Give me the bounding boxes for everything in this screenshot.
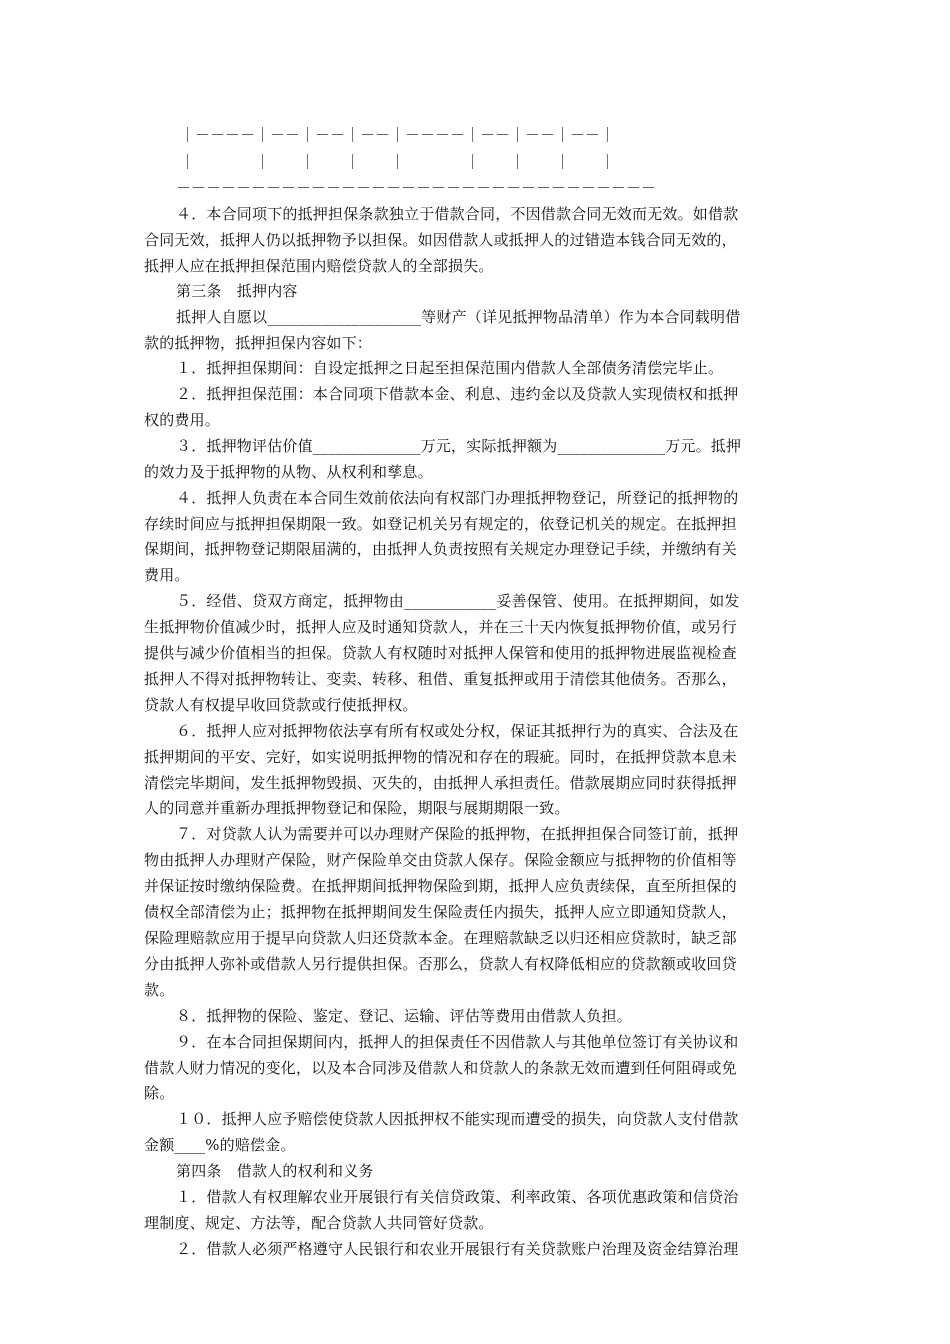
paragraph-line: 款的抵押物，抵押担保内容如下： [144,334,373,352]
clause-4-item-1: １．借款人有权理解农业开展银行有关信贷政策、利率政策、各项优惠政策和信贷治 [176,1188,739,1206]
clause-2-item-4: ４．本合同项下的抵押担保条款独立于借款合同，不因借款合同无效而无效。如借款 [176,205,739,223]
clause-3-item-8: ８．抵押物的保险、鉴定、登记、运输、评估等费用由借款人负担。 [176,1007,633,1025]
clause-3-item-4: ４．抵押人负责在本合同生效前依法向有权部门办理抵押物登记，所登记的抵押物的 [176,489,739,507]
clause-3-item-2: ２．抵押担保范围：本合同项下借款本金、利息、违约金以及贷款人实现债权和抵押 [176,385,739,403]
clause-3-item-7: ７．对贷款人认为需要并可以办理财产保险的抵押物，在抵押担保合同签订前，抵押 [176,825,739,843]
article-4-heading: 第四条 借款人的权利和义务 [176,1162,374,1180]
paragraph-line: 贷款人有权提早收回贷款或行使抵押权。 [144,696,418,714]
paragraph-line: 权的费用。 [144,411,221,429]
paragraph-line: 金额____%的赔偿金。 [144,1136,296,1154]
paragraph-line: 存续时间应与抵押担保期限一致。如登记机关另有规定的，依登记机关的规定。在抵押担 [144,515,737,533]
table-row-rule: ｜－－－－｜－－｜－－｜－－｜－－－－｜－－｜－－｜－－｜ [180,126,616,144]
table-row-blank: ｜ ｜ ｜ ｜ ｜ ｜ ｜ ｜ ｜ [180,153,616,171]
paragraph-line: 抵押人自愿以____________________等财产（详见抵押物品清单）作为本合同载明借 [176,308,741,326]
clause-3-item-1: １．抵押担保期间：自设定抵押之日起至担保范围内借款人全部债务清偿完毕止。 [176,359,724,377]
paragraph-line: 保期间，抵押物登记期限届满的，由抵押人负责按照有关规定办理登记手续，并缴纳有关 [144,540,737,558]
paragraph-line: 债权全部清偿为止；抵押物在抵押期间发生保险责任内损失，抵押人应立即通知贷款人， [144,903,737,921]
clause-4-item-2: ２．借款人必须严格遵守人民银行和农业开展银行有关贷款账户治理及资金结算治理 [176,1240,739,1258]
paragraph-line: 清偿完毕期间，发生抵押物毁损、灭失的，由抵押人承担责任。借款展期应同时获得抵押 [144,774,737,792]
clause-3-item-3: ３．抵押物评估价值______________万元，实际抵押额为______________万元。抵押 [176,437,742,455]
paragraph-line: 的效力及于抵押物的从物、从权利和孳息。 [144,463,433,481]
paragraph-line: 抵押期间的平安、完好，如实说明抵押物的情况和存在的瑕疵。同时，在抵押贷款本息未 [144,748,737,766]
paragraph-line: 保险理赔款应用于提早向贷款人归还贷款本金。在理赔款缺乏以归还相应贷款时，缺乏部 [144,929,737,947]
paragraph-line: 分由抵押人弥补或借款人另行提供担保。否那么，贷款人有权降低相应的贷款额或收回贷 [144,955,737,973]
paragraph-line: 人的同意并重新办理抵押物登记和保险，期限与展期期限一致。 [144,799,570,817]
clause-3-item-10: １０．抵押人应予赔偿使贷款人因抵押权不能实现而遭受的损失，向贷款人支付借款 [176,1110,739,1128]
paragraph-line: 费用。 [144,566,190,584]
paragraph-line: 生抵押物价值减少时，抵押人应及时通知贷款人，并在三十天内恢复抵押物价值，或另行 [144,618,737,636]
paragraph-line: 抵押人不得对抵押物转让、变卖、转移、租借、重复抵押或用于清偿其他债务。否那么， [144,670,737,688]
clause-3-item-6: ６．抵押人应对抵押物依法享有所有权或处分权，保证其抵押行为的真实、合法及在 [176,722,739,740]
paragraph-line: 理制度、规定、方法等，配合贷款人共同管好贷款。 [144,1214,494,1232]
paragraph-line: 提供与减少价值相当的担保。贷款人有权随时对抵押人保管和使用的抵押物进展监视检查 [144,644,737,662]
paragraph-line: 除。 [144,1084,175,1102]
clause-3-item-9: ９．在本合同担保期间内，抵押人的担保责任不因借款人与其他单位签订有关协议和 [176,1033,739,1051]
paragraph-line: 抵押人应在抵押担保范围内赔偿贷款人的全部损失。 [144,257,494,275]
table-bottom-rule: －－－－－－－－－－－－－－－－－－－－－－－－－－－－－－－－ [176,179,657,197]
paragraph-line: 款。 [144,981,175,999]
paragraph-line: 并保证按时缴纳保险费。在抵押期间抵押物保险到期，抵押人应负责续保，直至所担保的 [144,877,737,895]
article-3-heading: 第三条 抵押内容 [176,282,298,300]
paragraph-line: 物由抵押人办理财产保险，财产保险单交由贷款人保存。保险金额应与抵押物的价值相等 [144,851,737,869]
clause-3-item-5: ５．经借、贷双方商定，抵押物由____________妥善保管、使用。在抵押期间，如发 [176,592,740,610]
paragraph-line: 合同无效，抵押人仍以抵押物予以担保。如因借款人或抵押人的过错造本钱合同无效的， [144,231,737,249]
paragraph-line: 借款人财力情况的变化，以及本合同涉及借款人和贷款人的条款无效而遭到任何阻碍或免 [144,1059,737,1077]
